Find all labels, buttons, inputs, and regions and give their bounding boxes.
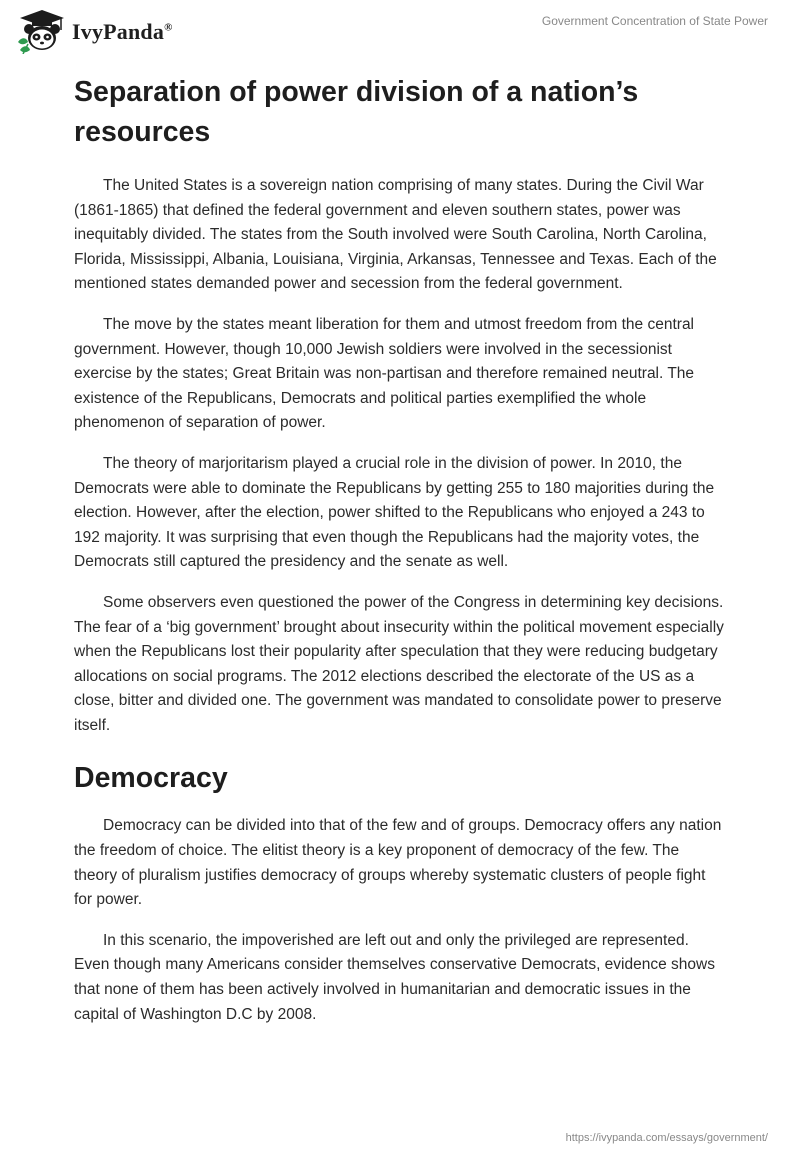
paragraph: In this scenario, the impoverished are left out and only the privileged are represented. Even though many Americans consider themselves conservative Democrats, evidence shows that none of them has been actively involved in humanitarian and democratic issues in the capital of Washington D.C by 2008. xyxy=(74,931,715,1023)
paragraph: Some observers even questioned the power of the Congress in determining key decisions. The fear of a ‘big government’ brought about insecurity within the political movement especially when the Republicans lost their popularity after speculation that they were reducing budgetary allocations on social programs. The 2012 elections described the electorate of the US as a close, bitter and divided one. The government was mandated to consolidate power to preserve itself. xyxy=(74,593,724,734)
section-heading-democracy: Democracy xyxy=(74,762,228,795)
paragraph: The move by the states meant liberation for them and utmost freedom from the central government. However, though 10,000 Jewish soldiers were involved in the secessionist exercise by the states; Great Britain was non-partisan and therefore remained neutral. The existence of the Republicans, Democrats and political parties exemplified the whole phenomenon of separation of power. xyxy=(74,315,695,432)
paragraph: The United States is a sovereign nation comprising of many states. During the Civil War (1861-1865) that defined the federal government and eleven southern states, power was inequitably divided. The states from the South involved were South Carolina, North Carolina, Florida, Mississippi, Albania, Louisiana, Virginia, Arkansas, Tennessee and Texas. Each of the mentioned states demanded power and secession from the federal government. xyxy=(74,177,717,293)
brand-logo[interactable] xyxy=(14,8,173,54)
brand-name: IvyPanda® xyxy=(72,19,173,44)
panda-graduate-logo-icon xyxy=(14,8,66,54)
article-body xyxy=(74,72,724,1043)
page-header xyxy=(0,0,800,60)
footer-source-url[interactable]: https://ivypanda.com/essays/government/ xyxy=(565,1132,768,1144)
document-title: Government Concentration of State Power xyxy=(541,14,768,28)
paragraph: Democracy can be divided into that of the few and of groups. Democracy offers any nation the freedom of choice. The elitist theory is a key proponent of democracy of the few. The theory of pluralism justifies democracy of groups whereby systematic clusters of people fight for power. xyxy=(74,817,722,909)
section-heading-separation-of-power: Separation of power division of a nation’s resources xyxy=(74,76,639,148)
paragraph: The theory of marjoritarism played a crucial role in the division of power. In 2010, the Democrats were able to dominate the Republicans by getting 255 to 180 majorities during the election. However, after the election, power shifted to the Republicans who enjoyed a 243 to 192 majority. It was surprising that even though the Republicans had the majority votes, the Democrats still captured the presidency and the senate as well. xyxy=(74,454,715,571)
registered-mark: ® xyxy=(164,21,173,34)
